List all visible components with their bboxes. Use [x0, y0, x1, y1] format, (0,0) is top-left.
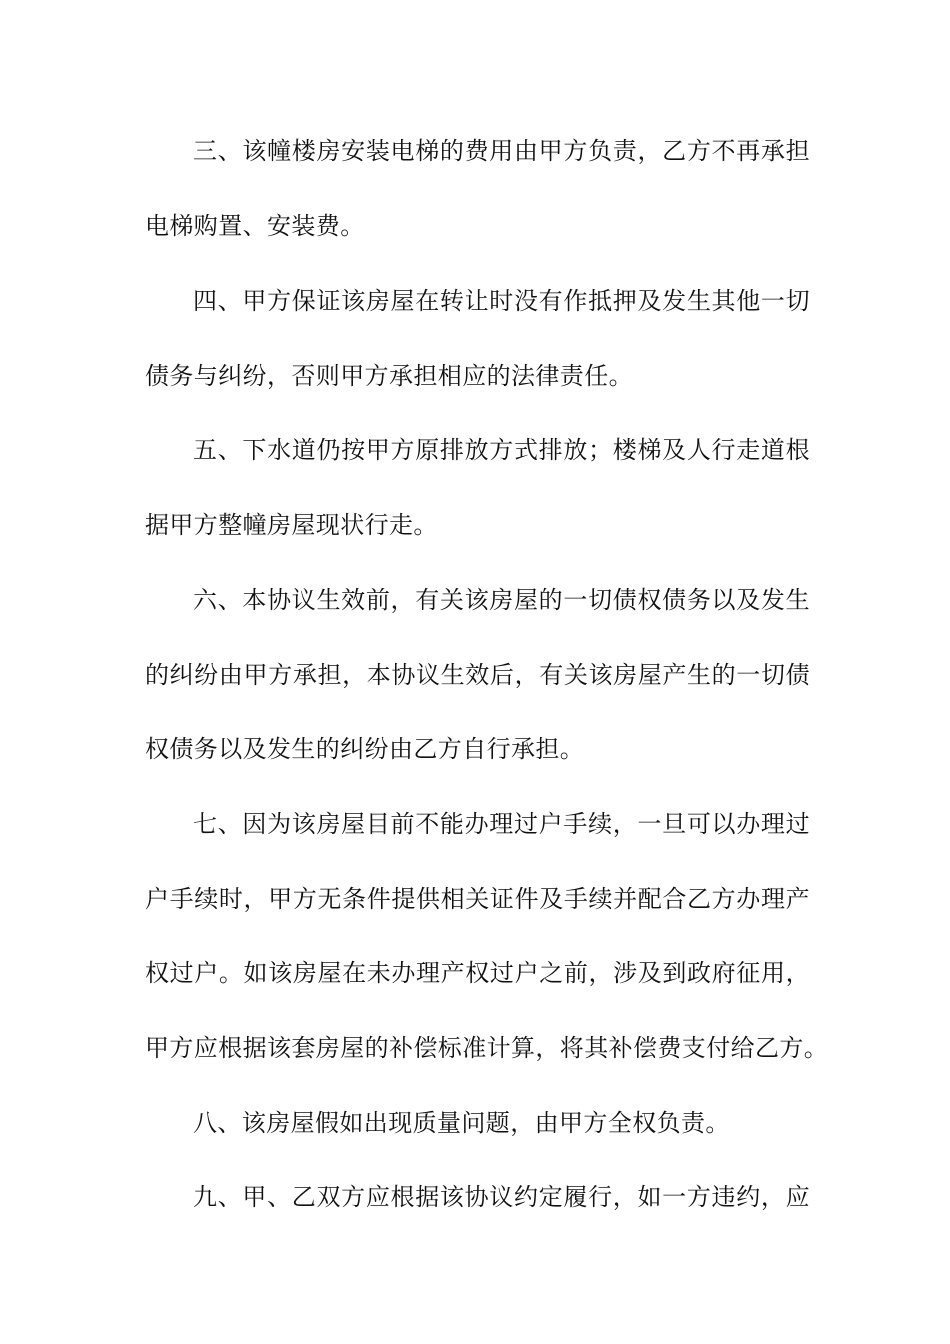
clause-6-line-3: 权债务以及发生的纠纷由乙方自行承担。	[145, 735, 585, 763]
clause-9-line-1: 九、甲、乙双方应根据该协议约定履行，如一方违约，应	[193, 1183, 810, 1211]
clause-8-line-1: 八、该房屋假如出现质量问题，由甲方全权负责。	[193, 1109, 730, 1137]
clause-3-line-1: 三、该幢楼房安装电梯的费用由甲方负责，乙方不再承担	[193, 137, 810, 165]
clause-7-line-1: 七、因为该房屋目前不能办理过户手续，一旦可以办理过	[193, 810, 810, 838]
clause-5-line-1: 五、下水道仍按甲方原排放方式排放；楼梯及人行走道根	[193, 436, 810, 464]
clause-7-line-4: 甲方应根据该套房屋的补偿标准计算，将其补偿费支付给乙方。	[145, 1034, 829, 1062]
clause-6-line-1: 六、本协议生效前，有关该房屋的一切债权债务以及发生	[193, 586, 810, 614]
clause-3-line-2: 电梯购置、安装费。	[145, 212, 365, 240]
clause-6-line-2: 的纠纷由甲方承担，本协议生效后，有关该房屋产生的一切债	[145, 661, 810, 689]
clause-5-line-2: 据甲方整幢房屋现状行走。	[145, 511, 438, 539]
clause-7-line-3: 权过户。如该房屋在未办理产权过户之前，涉及到政府征用，	[145, 959, 810, 987]
clause-7-line-2: 户手续时，甲方无条件提供相关证件及手续并配合乙方办理产	[145, 885, 810, 913]
clause-4-line-1: 四、甲方保证该房屋在转让时没有作抵押及发生其他一切	[193, 287, 810, 315]
clause-4-line-2: 债务与纠纷，否则甲方承担相应的法律责任。	[145, 362, 633, 390]
